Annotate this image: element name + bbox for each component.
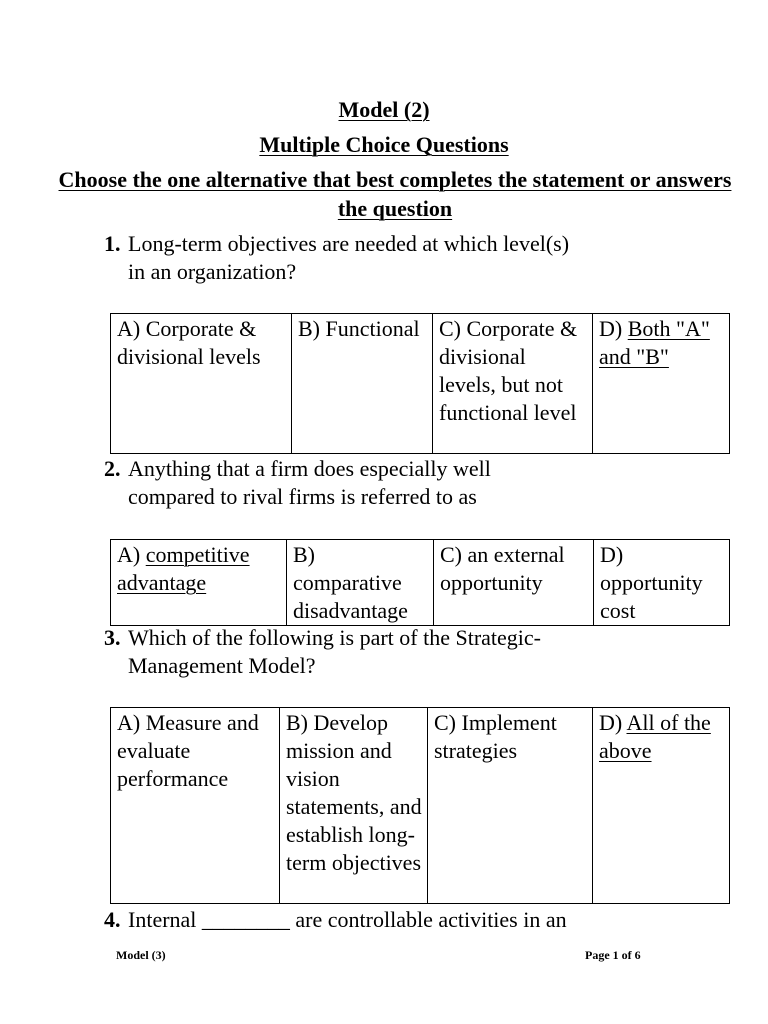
option-text: C) an external opportunity — [440, 542, 565, 595]
option-b — [287, 540, 434, 626]
option-text: A) — [117, 542, 146, 567]
question-text-line1: Anything that a firm does especially well — [128, 456, 491, 481]
question-3 — [104, 624, 704, 680]
option-text: D) — [599, 316, 628, 341]
option-b — [292, 314, 433, 454]
instruction-text — [55, 165, 735, 223]
option-b — [280, 708, 428, 904]
page-number: Page 1 of 6 — [585, 948, 641, 962]
footer-left: Model (3) — [116, 948, 166, 962]
page-title — [0, 131, 768, 159]
question-1 — [104, 230, 704, 286]
question-text-line1: Internal ________ are controllable activities in an — [128, 907, 567, 932]
option-c — [434, 540, 594, 626]
option-d — [594, 540, 730, 626]
correct-answer: Both "A" and "B" — [599, 316, 710, 369]
option-d — [593, 314, 730, 454]
question-number: 2. — [104, 456, 121, 481]
option-text: B) comparative disadvantage — [293, 542, 408, 623]
page-title-text: Multiple Choice Questions — [259, 132, 509, 157]
correct-answer: competitive advantage — [117, 542, 250, 595]
option-text: C) Implement strategies — [434, 710, 557, 763]
option-a — [111, 708, 280, 904]
instruction-text-content: Choose the one alternative that best completes the statement or answers the question — [58, 167, 732, 221]
answer-table-1 — [110, 313, 730, 454]
question-text-line1: Which of the following is part of the Strategic- — [128, 625, 541, 650]
question-text-line1: Long-term objectives are needed at which level(s) — [128, 231, 570, 256]
option-text: B) Develop mission and vision statements, and establish long-term objectives — [286, 710, 422, 875]
question-4 — [104, 906, 704, 934]
option-text: C) Corporate & divisional levels, but not functional level — [439, 316, 578, 425]
option-c — [433, 314, 593, 454]
option-a — [111, 314, 292, 454]
option-text: B) Functional — [298, 316, 420, 341]
correct-answer: All of the above — [599, 710, 711, 763]
model-heading: Model (2) — [338, 97, 430, 122]
option-text: A) Measure and evaluate performance — [117, 710, 259, 791]
question-text-line2: Management Model? — [128, 653, 316, 678]
question-number: 1. — [104, 231, 121, 256]
option-d — [593, 708, 730, 904]
question-number: 3. — [104, 625, 121, 650]
question-text-line2: compared to rival firms is referred to as — [128, 484, 477, 509]
option-a — [111, 540, 287, 626]
option-text: A) Corporate & divisional levels — [117, 316, 261, 369]
option-text: D) — [599, 710, 627, 735]
answer-table-3 — [110, 707, 730, 904]
question-number: 4. — [104, 907, 121, 932]
option-c — [428, 708, 593, 904]
option-text: D) opportunity cost — [600, 542, 703, 623]
question-2 — [104, 455, 704, 511]
answer-table-2 — [110, 539, 730, 626]
question-text-line2: in an organization? — [128, 259, 297, 284]
